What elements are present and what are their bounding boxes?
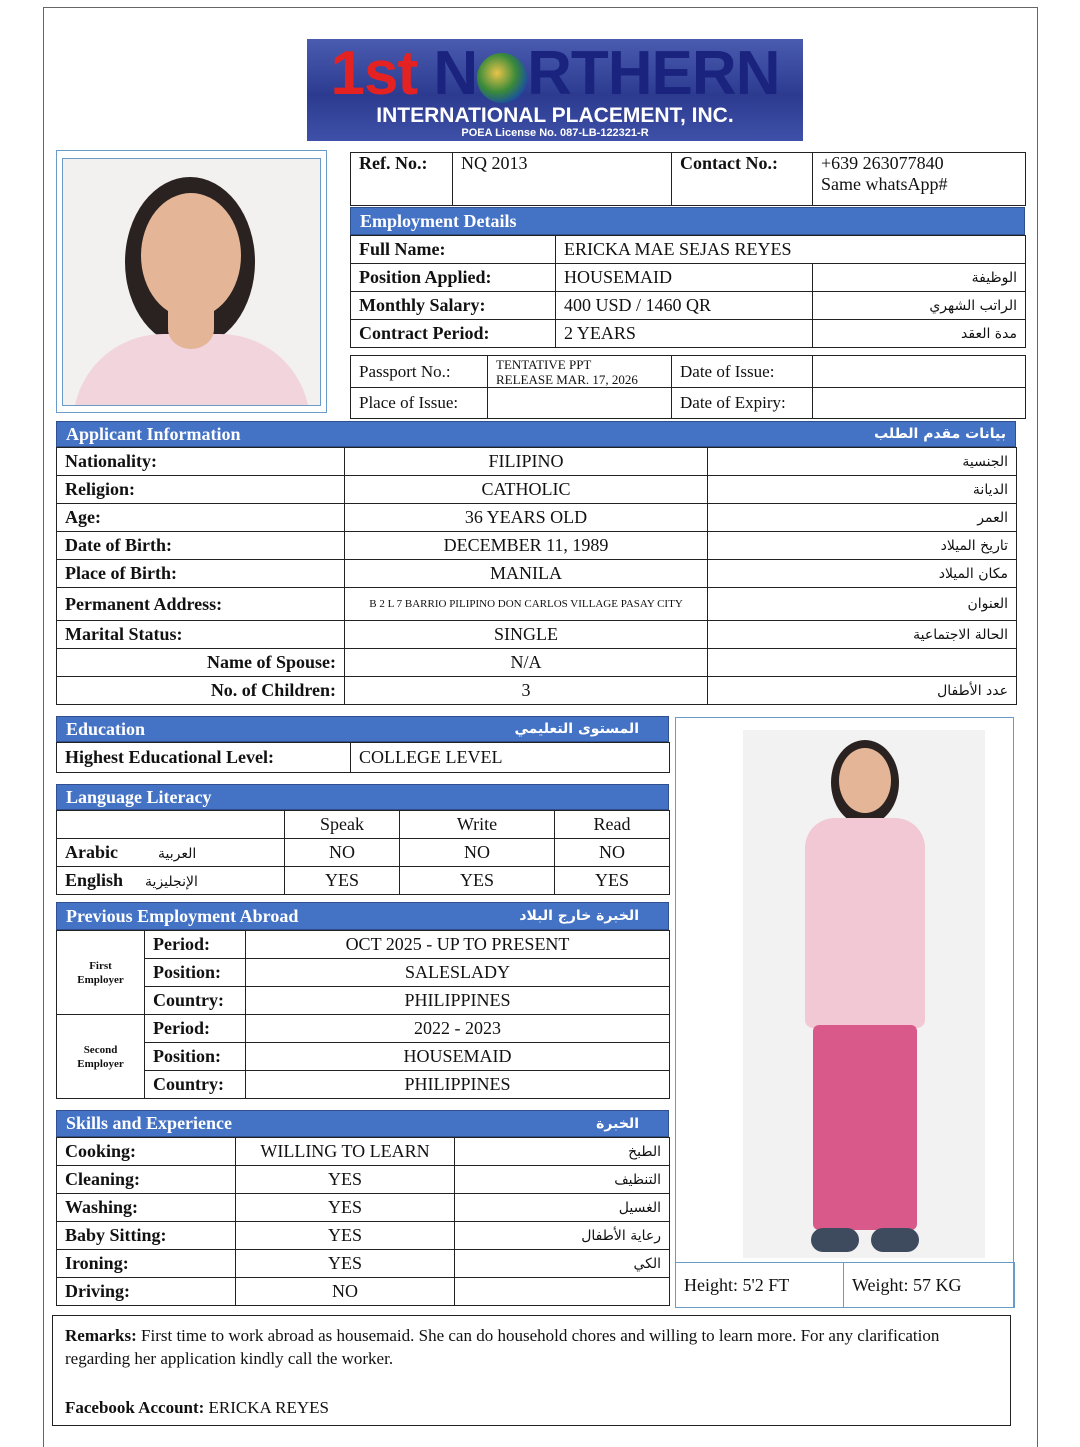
country-value: PHILIPPINES: [246, 1071, 670, 1099]
second-employer-label: Second Employer: [57, 1015, 145, 1099]
address-label: Permanent Address:: [57, 588, 345, 621]
skill-value: YES: [236, 1166, 455, 1194]
skill-arabic: الكي: [455, 1250, 670, 1278]
logo-first: 1st: [330, 39, 418, 108]
salary-arabic: الراتب الشهري: [813, 292, 1026, 320]
date-of-expiry-value: [813, 388, 1026, 419]
children-value: 3: [345, 677, 708, 705]
applicant-portrait-photo: [56, 150, 327, 413]
marital-status-arabic: الحالة الاجتماعية: [708, 621, 1017, 649]
age-label: Age:: [57, 504, 345, 532]
spouse-arabic: [708, 649, 1017, 677]
position-value: SALESLADY: [246, 959, 670, 987]
age-arabic: العمر: [708, 504, 1017, 532]
period-value: OCT 2025 - UP TO PRESENT: [246, 931, 670, 959]
pob-value: MANILA: [345, 560, 708, 588]
skill-arabic: رعاية الأطفال: [455, 1222, 670, 1250]
children-label: No. of Children:: [57, 677, 345, 705]
position-label: Position Applied:: [351, 264, 556, 292]
facebook-account: Facebook Account: ERICKA REYES: [65, 1398, 329, 1417]
company-logo: [307, 39, 803, 141]
logo-brand: RTHERN: [527, 39, 780, 108]
arabic-language-label: Arabic العربية: [57, 839, 285, 867]
skill-label: Cooking:: [57, 1138, 236, 1166]
date-of-expiry-label: Date of Expiry:: [672, 388, 813, 419]
full-body-photo: [743, 730, 985, 1258]
spouse-label: Name of Spouse:: [57, 649, 345, 677]
spouse-value: N/A: [345, 649, 708, 677]
contact-value: +639 263077840 Same whatsApp#: [813, 153, 1026, 206]
write-header: Write: [400, 811, 555, 839]
contract-value: 2 YEARS: [556, 320, 813, 348]
salary-value: 400 USD / 1460 QR: [556, 292, 813, 320]
contract-label: Contract Period:: [351, 320, 556, 348]
religion-label: Religion:: [57, 476, 345, 504]
nationality-arabic: الجنسية: [708, 448, 1017, 476]
passport-no-label: Passport No.:: [351, 356, 488, 388]
first-employer-label: First Employer: [57, 931, 145, 1015]
skill-value: YES: [236, 1222, 455, 1250]
speak-header: Speak: [285, 811, 400, 839]
skill-label: Cleaning:: [57, 1166, 236, 1194]
dob-arabic: تاريخ الميلاد: [708, 532, 1017, 560]
period-label: Period:: [145, 1015, 246, 1043]
height-weight-table: [675, 1262, 1015, 1308]
language-header: Language Literacy: [56, 784, 669, 810]
arabic-write: NO: [400, 839, 555, 867]
passport-table: [350, 355, 1026, 419]
religion-arabic: الديانة: [708, 476, 1017, 504]
skill-label: Ironing:: [57, 1250, 236, 1278]
read-header: Read: [555, 811, 670, 839]
previous-employment-table: [56, 930, 670, 1099]
position-value: HOUSEMAID: [246, 1043, 670, 1071]
marital-status-label: Marital Status:: [57, 621, 345, 649]
employment-details-header: Employment Details: [350, 207, 1025, 235]
age-value: 36 YEARS OLD: [345, 504, 708, 532]
applicant-info-header: Applicant Information بيانات مقدم الطلب: [56, 421, 1016, 447]
religion-value: CATHOLIC: [345, 476, 708, 504]
skills-header: Skills and Experience الخبرة: [56, 1110, 669, 1137]
contract-arabic: مدة العقد: [813, 320, 1026, 348]
education-level-value: COLLEGE LEVEL: [351, 743, 670, 773]
country-label: Country:: [145, 1071, 246, 1099]
arabic-read: NO: [555, 839, 670, 867]
english-language-label: English الإنجليزية: [57, 867, 285, 895]
previous-employment-header: Previous Employment Abroad الخبرة خارج البلاد: [56, 902, 669, 930]
address-value: B 2 L 7 BARRIO PILIPINO DON CARLOS VILLAGE PASAY CITY: [345, 588, 708, 621]
skill-value: WILLING TO LEARN: [236, 1138, 455, 1166]
ref-label: Ref. No.:: [351, 153, 453, 206]
contact-label: Contact No.:: [672, 153, 813, 206]
logo-subtitle: INTERNATIONAL PLACEMENT, INC.: [376, 104, 734, 127]
nationality-label: Nationality:: [57, 448, 345, 476]
applicant-info-table: [56, 447, 1017, 705]
country-value: PHILIPPINES: [246, 987, 670, 1015]
ref-value: NQ 2013: [453, 153, 672, 206]
date-of-issue-label: Date of Issue:: [672, 356, 813, 388]
period-value: 2022 - 2023: [246, 1015, 670, 1043]
pob-arabic: مكان الميلاد: [708, 560, 1017, 588]
language-table: [56, 810, 670, 895]
position-arabic: الوظيفة: [813, 264, 1026, 292]
skill-arabic: [455, 1278, 670, 1306]
skill-arabic: الطبخ: [455, 1138, 670, 1166]
skill-value: YES: [236, 1250, 455, 1278]
skills-table: [56, 1137, 670, 1306]
skill-value: NO: [236, 1278, 455, 1306]
position-label: Position:: [145, 959, 246, 987]
remarks-box: [52, 1315, 1011, 1426]
remarks-text: Remarks: First time to work abroad as housemaid. She can do household chores and willing to learn more. For any clarification regarding her application kindly call the worker.: [65, 1326, 940, 1368]
place-of-issue-label: Place of Issue:: [351, 388, 488, 419]
dob-value: DECEMBER 11, 1989: [345, 532, 708, 560]
skill-label: Washing:: [57, 1194, 236, 1222]
position-label: Position:: [145, 1043, 246, 1071]
pob-label: Place of Birth:: [57, 560, 345, 588]
logo-license: POEA License No. 087-LB-122321-R: [461, 127, 649, 139]
full-body-photo-frame: [675, 717, 1014, 1308]
skill-label: Driving:: [57, 1278, 236, 1306]
skill-arabic: الغسيل: [455, 1194, 670, 1222]
english-write: YES: [400, 867, 555, 895]
date-of-issue-value: [813, 356, 1026, 388]
logo-brand-n: N: [433, 39, 478, 108]
english-read: YES: [555, 867, 670, 895]
skill-arabic: التنظيف: [455, 1166, 670, 1194]
full-name-label: Full Name:: [351, 236, 556, 264]
place-of-issue-value: [488, 388, 672, 419]
nationality-value: FILIPINO: [345, 448, 708, 476]
height-value: Height: 5'2 FT: [676, 1263, 844, 1308]
skill-value: YES: [236, 1194, 455, 1222]
arabic-speak: NO: [285, 839, 400, 867]
full-name-value: ERICKA MAE SEJAS REYES: [556, 236, 1026, 264]
position-value: HOUSEMAID: [556, 264, 813, 292]
education-table: [56, 742, 670, 773]
period-label: Period:: [145, 931, 246, 959]
passport-no-value: TENTATIVE PPT RELEASE MAR. 17, 2026: [488, 356, 672, 388]
weight-value: Weight: 57 KG: [844, 1263, 1015, 1308]
globe-icon: [477, 53, 527, 103]
dob-label: Date of Birth:: [57, 532, 345, 560]
education-header: Education المستوى التعليمي: [56, 716, 669, 742]
salary-label: Monthly Salary:: [351, 292, 556, 320]
skill-label: Baby Sitting:: [57, 1222, 236, 1250]
education-level-label: Highest Educational Level:: [57, 743, 351, 773]
employment-table: [350, 235, 1026, 348]
children-arabic: عدد الأطفال: [708, 677, 1017, 705]
country-label: Country:: [145, 987, 246, 1015]
english-speak: YES: [285, 867, 400, 895]
marital-status-value: SINGLE: [345, 621, 708, 649]
address-arabic: العنوان: [708, 588, 1017, 621]
reference-table: [350, 152, 1026, 206]
